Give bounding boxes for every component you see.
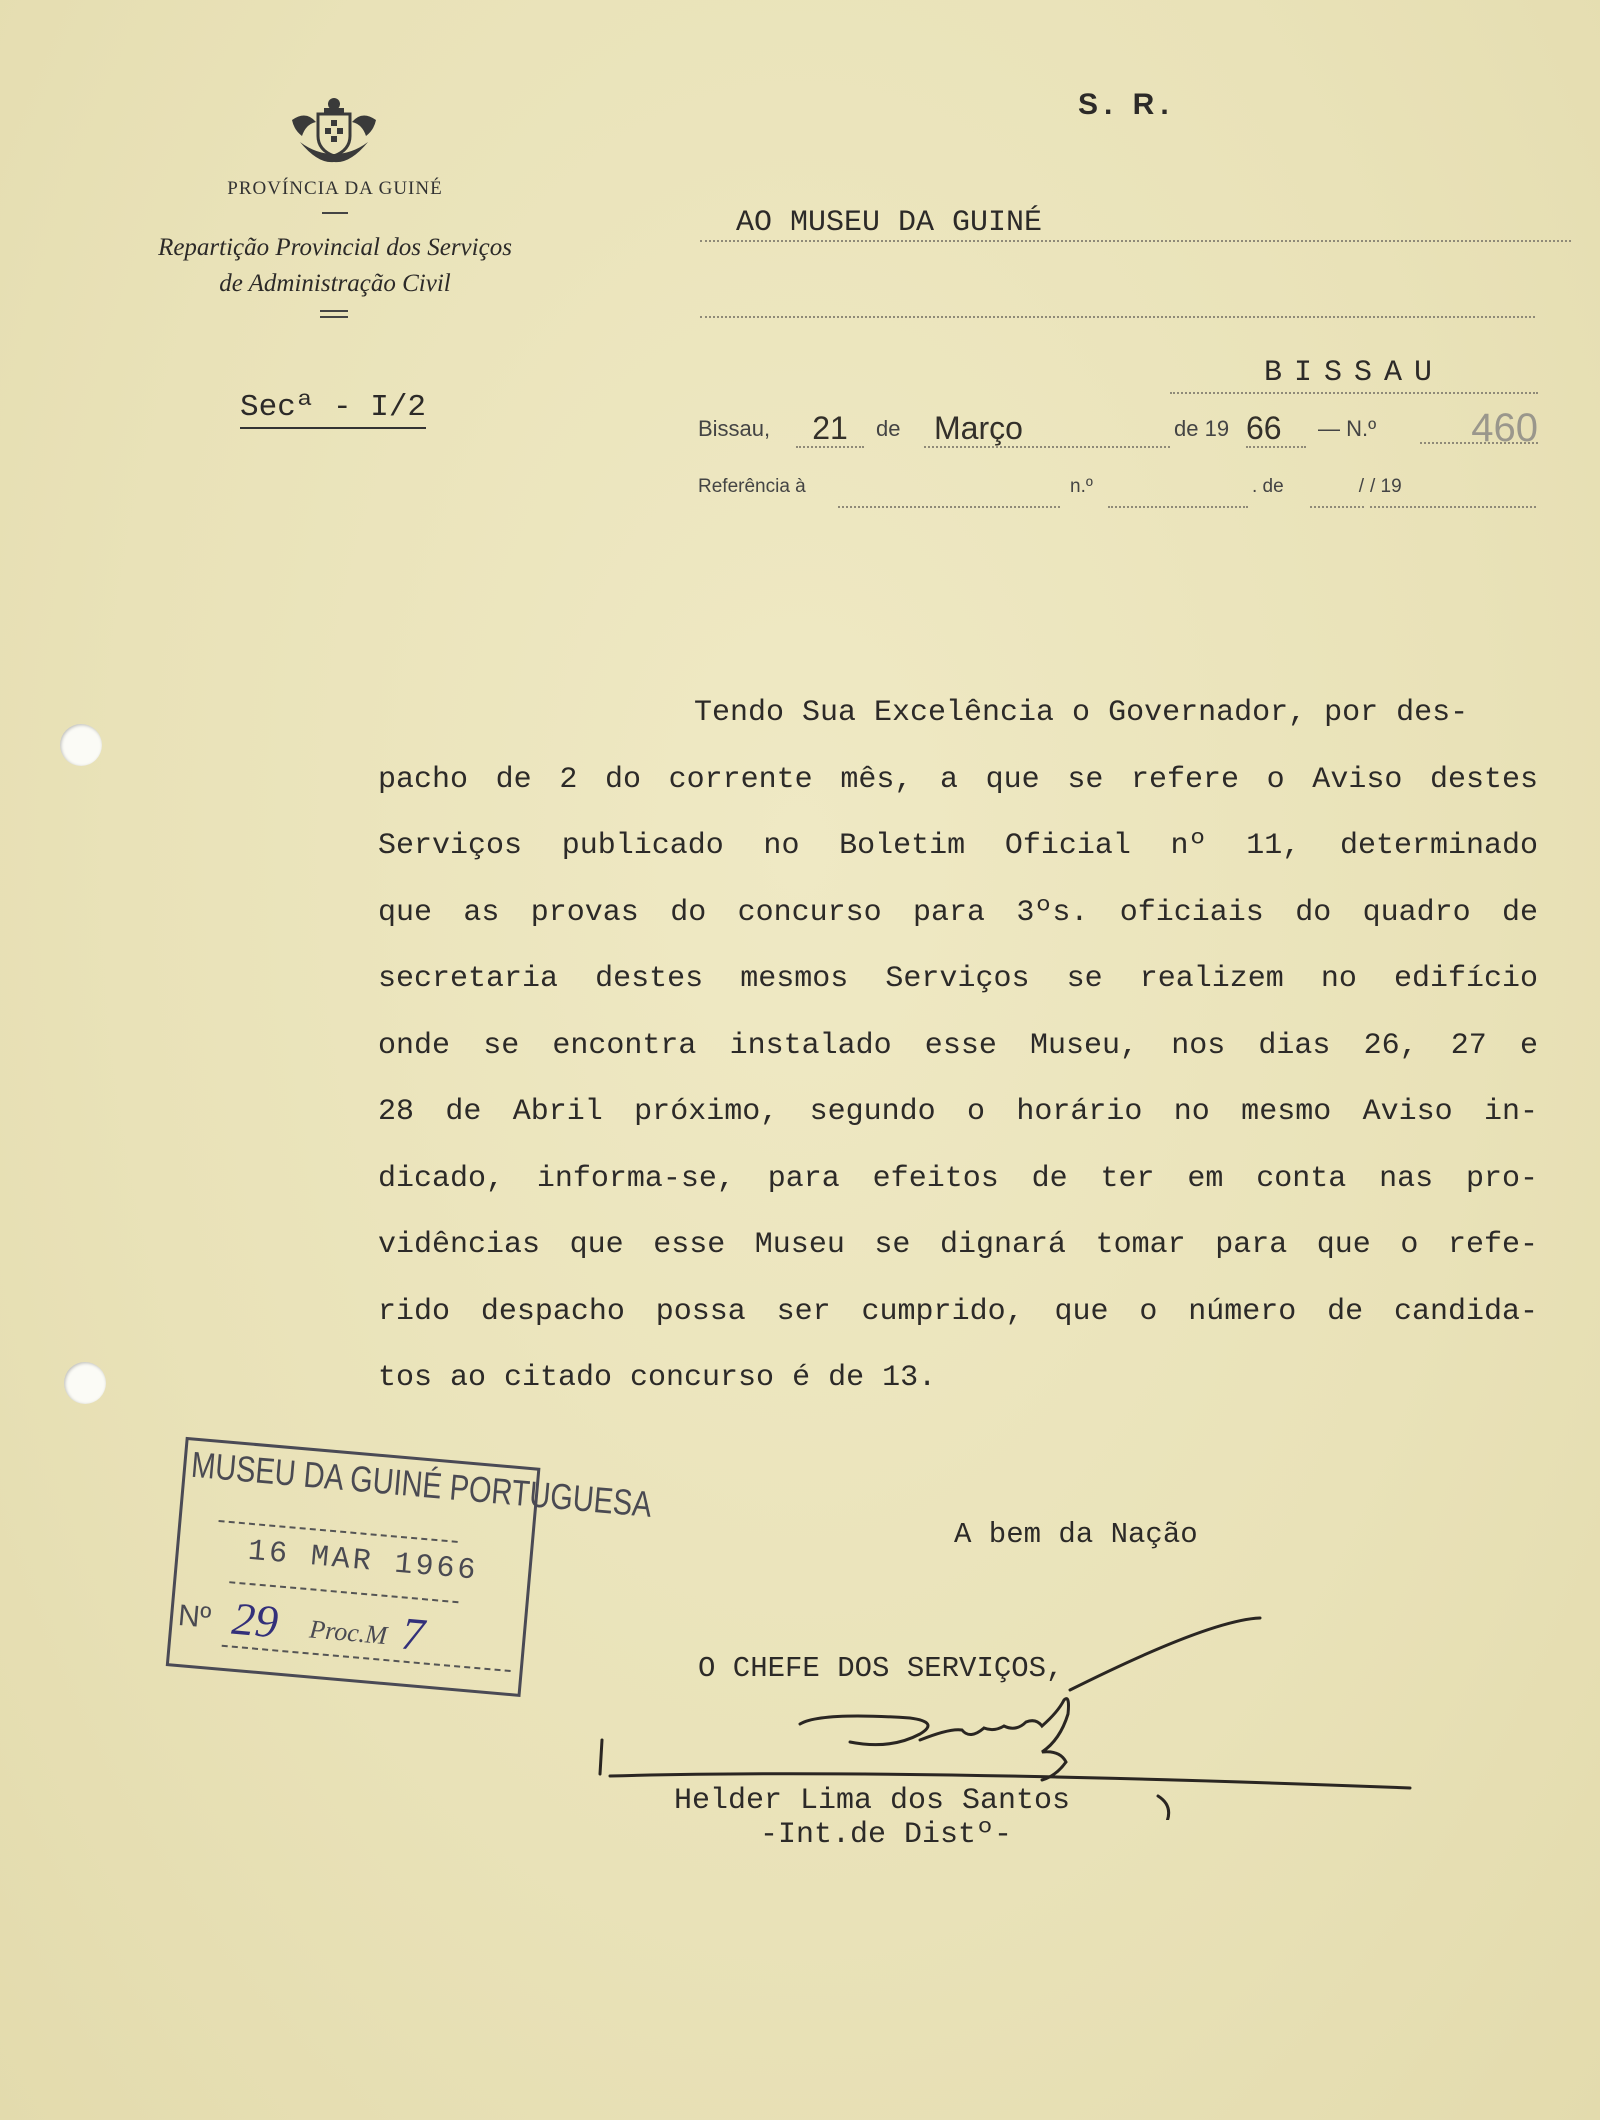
body-line: onde se encontra instalado esse Museu, nos dias 26, 27 e <box>378 1028 1538 1063</box>
body-line: pacho de 2 do corrente mês, a que se refere o Aviso destes <box>378 762 1538 797</box>
reference-number-label: n.º <box>1070 476 1093 497</box>
punch-hole-bottom <box>64 1362 106 1404</box>
signatory-role: O CHEFE DOS SERVIÇOS, <box>698 1652 1064 1685</box>
document-number-field <box>1420 406 1538 450</box>
body-line: Tendo Sua Excelência o Governador, por des- <box>694 696 1469 730</box>
closing-formula: A bem da Nação <box>954 1518 1198 1551</box>
section-code: Secª - I/2 <box>240 390 426 429</box>
date-year: 66 <box>1246 410 1282 446</box>
date-year-label: de 19 <box>1174 416 1230 441</box>
reference-label: Referência à <box>698 476 806 497</box>
body-line: 28 de Abril próximo, segundo o horário no mesmo Aviso in- <box>378 1095 1538 1129</box>
date-day: 21 <box>812 410 848 446</box>
stamp-process-number: 7 <box>399 1607 427 1661</box>
date-day-field <box>796 410 864 448</box>
stamp-process-label: Proc.M <box>308 1614 389 1651</box>
body-line: dicado, informa-se, para efeitos de ter em conta nas pro- <box>378 1161 1538 1196</box>
reference-field <box>838 476 1060 508</box>
recipient-address: AO MUSEU DA GUINÉ <box>700 206 1571 242</box>
body-line: que as provas do concurso para 3ºs. oficiais do quadro de <box>378 895 1538 930</box>
letterhead-double-rule-bottom <box>320 316 348 318</box>
document-number-label: — N.º <box>1318 416 1377 441</box>
stamp-number: 29 <box>229 1592 281 1648</box>
body-line: rido despacho possa ser cumprido, que o número de candida- <box>378 1294 1538 1329</box>
reference-date-label: . de <box>1252 476 1284 497</box>
body-line: Serviços publicado no Boletim Oficial nº 11, determinado <box>378 829 1538 863</box>
salutation: S. R. <box>1078 88 1175 121</box>
date-month: Março <box>934 410 1023 446</box>
body-line: tos ao citado concurso é de 13. <box>378 1361 937 1395</box>
museum-receipt-stamp <box>166 1437 654 1699</box>
signatory-title: -Int.de Distº- <box>760 1818 1013 1852</box>
date-place-label: Bissau, <box>698 416 771 441</box>
punch-hole-top <box>60 724 102 766</box>
reference-day-field <box>1310 476 1364 508</box>
recipient-address-blank-line <box>700 282 1535 318</box>
signatory-name: Helder Lima dos Santos <box>674 1784 1071 1818</box>
office-name-line2: de Administração Civil <box>219 270 451 297</box>
recipient-city: BISSAU <box>1170 356 1538 394</box>
stamp-number-label: Nº <box>176 1598 213 1635</box>
date-year-field <box>1246 410 1306 448</box>
stamp-title: MUSEU DA GUINÉ PORTUGUESA <box>189 1445 654 1526</box>
date-de-label: de <box>876 416 901 441</box>
document-number: 460 <box>1471 406 1538 450</box>
body-line: secretaria destes mesmos Serviços se realizem no edifício <box>378 962 1538 996</box>
body-line: vidências que esse Museu se dignará tomar para que o refe- <box>378 1228 1538 1262</box>
coat-of-arms-icon <box>288 92 380 168</box>
reference-slash-2: / 19 <box>1370 476 1402 497</box>
reference-number-field <box>1108 476 1248 508</box>
letterhead-double-rule-top <box>320 310 348 312</box>
letter-body <box>378 680 1538 1412</box>
reference-year-field <box>1370 476 1536 508</box>
stamp-date: 16 MAR 1966 <box>246 1534 480 1589</box>
letterhead-divider <box>322 212 348 214</box>
province-name: PROVÍNCIA DA GUINÉ <box>227 178 443 199</box>
date-month-field <box>924 410 1170 448</box>
reference-slash-1: / <box>1358 476 1364 497</box>
office-name-line1: Repartição Provincial dos Serviços <box>158 234 512 261</box>
